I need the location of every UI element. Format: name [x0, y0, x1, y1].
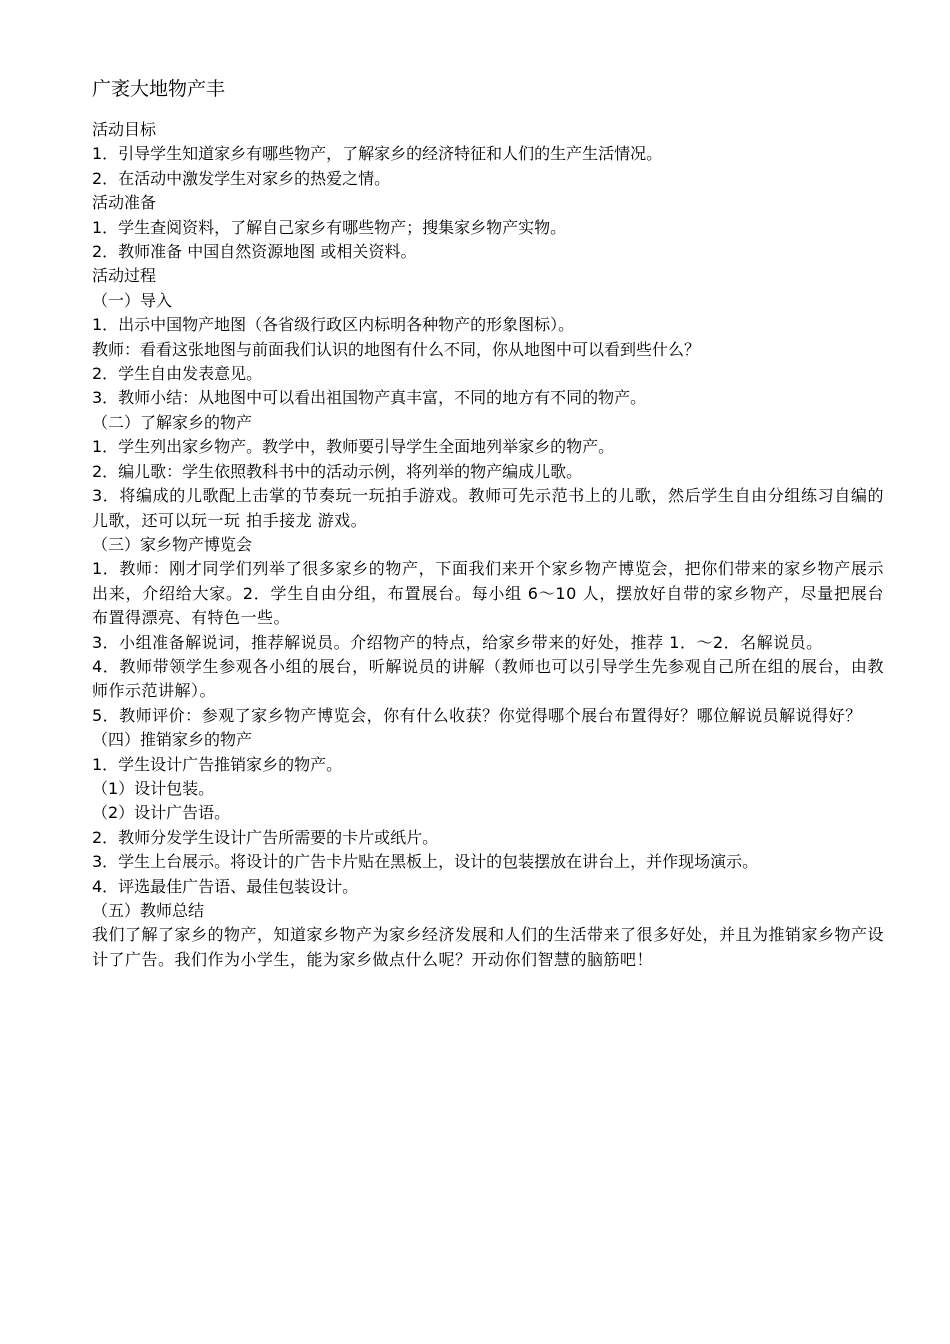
document-title: 广袤大地物产丰 — [92, 78, 226, 100]
section-heading-intro: （一）导入 — [92, 290, 173, 310]
heading-activity-goals: 活动目标 — [92, 120, 157, 139]
expo-item-4: 4．教师带领学生参观各小组的展台，听解说员的讲解（教师也可以引导学生先参观自己所在组的展台，由教师作示范讲解）。 — [92, 656, 884, 701]
document-page — [92, 76, 884, 972]
promote-item-1: 1．学生设计广告推销家乡的物产。 — [92, 754, 343, 774]
products-item-1: 1．学生列出家乡物产。教学中，教师要引导学生全面地列举家乡的物产。 — [92, 437, 615, 457]
preparation-item-2: 2．教师准备 中国自然资源地图 或相关资料。 — [92, 242, 417, 262]
promote-item-4: 4．评选最佳广告语、最佳包装设计。 — [92, 876, 359, 896]
products-item-2: 2．编儿歌：学生依照教科书中的活动示例，将列举的物产编成儿歌。 — [92, 461, 583, 481]
section-heading-summary: （五）教师总结 — [92, 901, 205, 920]
promote-item-2: 2．教师分发学生设计广告所需要的卡片或纸片。 — [92, 827, 439, 847]
intro-teacher-question: 教师：看看这张地图与前面我们认识的地图有什么不同，你从地图中可以看到些什么？ — [92, 339, 701, 359]
promote-subitem-1: （1）设计包装。 — [92, 778, 215, 798]
goal-item-2: 2．在活动中激发学生对家乡的热爱之情。 — [92, 168, 391, 188]
promote-subitem-2: （2）设计广告语。 — [92, 803, 231, 823]
intro-item-3: 3．教师小结：从地图中可以看出祖国物产真丰富，不同的地方有不同的物产。 — [92, 388, 647, 408]
intro-item-1: 1．出示中国物产地图（各省级行政区内标明各种物产的形象图标）。 — [92, 315, 575, 335]
heading-activity-preparation: 活动准备 — [92, 193, 157, 213]
expo-item-3: 3．小组准备解说词，推荐解说员。介绍物产的特点，给家乡带来的好处，推荐 1．～2．名解说员。 — [92, 632, 823, 652]
promote-item-3: 3．学生上台展示。将设计的广告卡片贴在黑板上，设计的包装摆放在讲台上，并作现场演示。 — [92, 852, 759, 872]
heading-activity-process: 活动过程 — [92, 266, 157, 286]
section-heading-local-products: （二）了解家乡的物产 — [92, 412, 253, 432]
section-heading-promote: （四）推销家乡的物产 — [92, 730, 253, 750]
products-item-3: 3．将编成的儿歌配上击掌的节奏玩一玩拍手游戏。教师可先示范书上的儿歌，然后学生自由分组练习自编的儿歌，还可以玩一玩 拍手接龙 游戏。 — [92, 486, 884, 530]
expo-item-1-2: 1．教师：刚才同学们列举了很多家乡的物产，下面我们来开个家乡物产博览会，把你们带来的家乡物产展示出来，介绍给大家。2．学生自由分组，布置展台。每小组 6～10 人，摆放好自带的家乡物产，尽量把展台布置得漂亮、有特色一些。 — [92, 559, 884, 628]
intro-item-2: 2．学生自由发表意见。 — [92, 364, 263, 384]
summary-paragraph: 我们了解了家乡的物产，知道家乡物产为家乡经济发展和人们的生活带来了很多好处，并且为推销家乡物产设计了广告。我们作为小学生，能为家乡做点什么呢？开动你们智慧的脑筋吧！ — [92, 925, 885, 969]
section-heading-expo: （三）家乡物产博览会 — [92, 534, 253, 554]
expo-item-5: 5．教师评价：参观了家乡物产博览会，你有什么收获？你觉得哪个展台布置得好？哪位解说员解说得好？ — [92, 705, 862, 725]
goal-item-1: 1．引导学生知道家乡有哪些物产，了解家乡的经济特征和人们的生产生活情况。 — [92, 144, 663, 164]
preparation-item-1: 1．学生查阅资料，了解自己家乡有哪些物产；搜集家乡物产实物。 — [92, 217, 567, 237]
